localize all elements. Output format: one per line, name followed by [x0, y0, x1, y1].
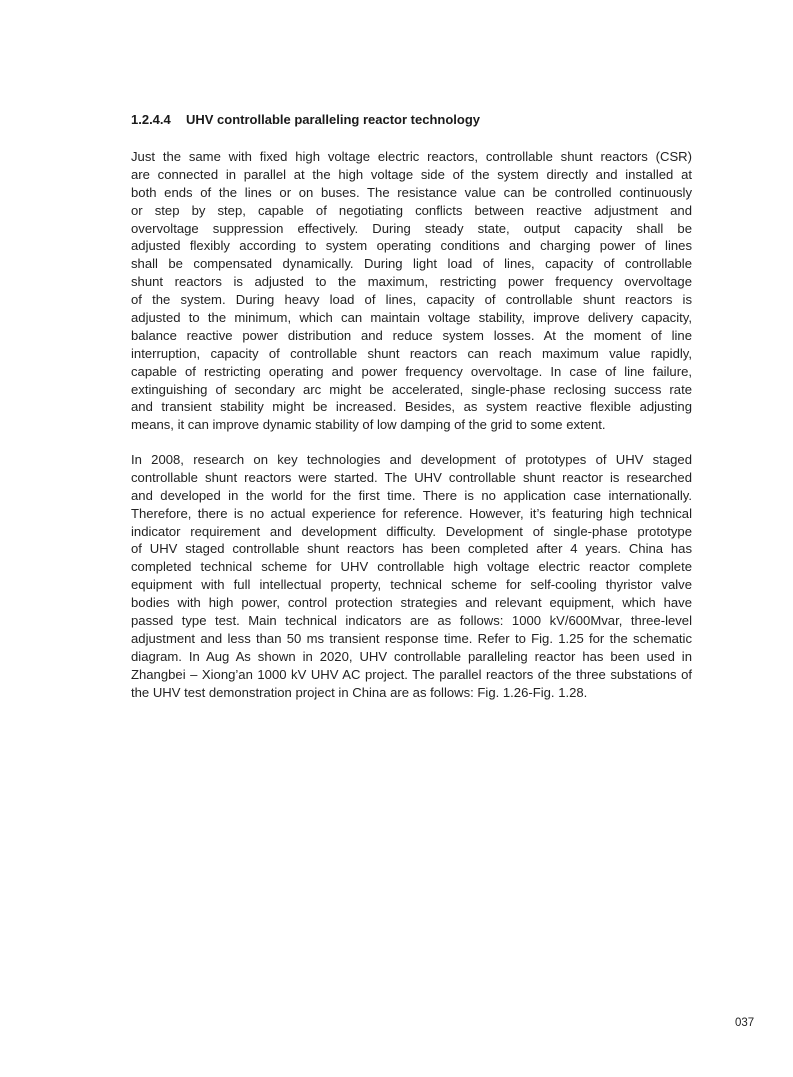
text-line: or step by step, capable of negotiating conflicts between reactive adjustment and — [131, 202, 692, 218]
text-line: and transient stability might be increased. Besides, as system reactive flexible adjusting — [131, 399, 692, 415]
text-line: equipment with full intellectual property, technical scheme for self-cooling thyristor valve — [131, 577, 692, 593]
text-line: controllable shunt reactors were started. The UHV controllable shunt reactor is researched — [131, 469, 692, 485]
text-line: balance reactive power distribution and reduce system losses. At the moment of line — [131, 327, 692, 343]
text-line: Just the same with fixed high voltage electric reactors, controllable shunt reactors (CSR) — [131, 149, 692, 164]
section-title: UHV controllable paralleling reactor technology — [186, 112, 481, 127]
section-heading — [131, 112, 480, 127]
page-number: 037 — [735, 1017, 755, 1029]
text-line: adjusted to the minimum, which can maintain voltage stability, improve delivery capacity, — [131, 310, 692, 326]
section-number: 1.2.4.4 — [131, 112, 171, 127]
text-line: interruption, capacity of controllable shunt reactors can reach maximum value rapidly, — [131, 345, 692, 361]
paragraph-1 — [131, 148, 692, 434]
text-line: adjustment and less than 50 ms transient response time. Refer to Fig. 1.25 for the schematic — [131, 630, 692, 646]
text-line: Zhangbei – Xiong’an 1000 kV UHV AC project. The parallel reactors of the three substations of — [131, 666, 692, 682]
text-line: of UHV staged controllable shunt reactors has been completed after 4 years. China has — [131, 541, 692, 557]
text-line: indicator requirement and development difficulty. Development of single-phase prototype — [131, 523, 692, 539]
text-line: bodies with high power, control protection strategies and relevant equipment, which have — [131, 595, 692, 611]
text-line: passed type test. Main technical indicators are as follows: 1000 kV/600Mvar, three-level — [131, 613, 692, 629]
text-line: shall be compensated dynamically. During light load of lines, capacity of controllable — [131, 256, 692, 272]
text-line: means, it can improve dynamic stability of low damping of the grid to some extent. — [131, 417, 606, 433]
text-line: and developed in the world for the first time. There is no application case internationally. — [131, 487, 692, 503]
text-line: extinguishing of secondary arc might be accelerated, single-phase reclosing success rate — [131, 381, 692, 397]
text-line: Therefore, there is no actual experience for reference. However, it’s featuring high technical — [131, 505, 692, 521]
text-line: the UHV test demonstration project in China are as follows: Fig. 1.26-Fig. 1.28. — [131, 684, 588, 700]
text-line: adjusted flexibly according to system operating conditions and charging power of lines — [131, 238, 692, 254]
text-line: In 2008, research on key technologies and development of prototypes of UHV staged — [131, 452, 692, 467]
text-line: diagram. In Aug As shown in 2020, UHV controllable paralleling reactor has been used in — [131, 648, 692, 664]
text-line: overvoltage suppression effectively. During steady state, output capacity shall be — [131, 220, 692, 236]
text-line: completed technical scheme for UHV controllable high voltage electric reactor complete — [131, 559, 692, 575]
text-line: shunt reactors is adjusted to the maximum, restricting power frequency overvoltage — [131, 274, 692, 290]
text-line: of the system. During heavy load of lines, capacity of controllable shunt reactors is — [131, 292, 692, 308]
paragraph-2 — [131, 451, 692, 701]
text-line: capable of restricting operating and power frequency overvoltage. In case of line failure, — [131, 363, 692, 379]
text-line: both ends of the lines or on buses. The resistance value can be controlled continuously — [131, 184, 692, 200]
text-line: are connected in parallel at the high voltage side of the system directly and installed at — [131, 166, 692, 182]
